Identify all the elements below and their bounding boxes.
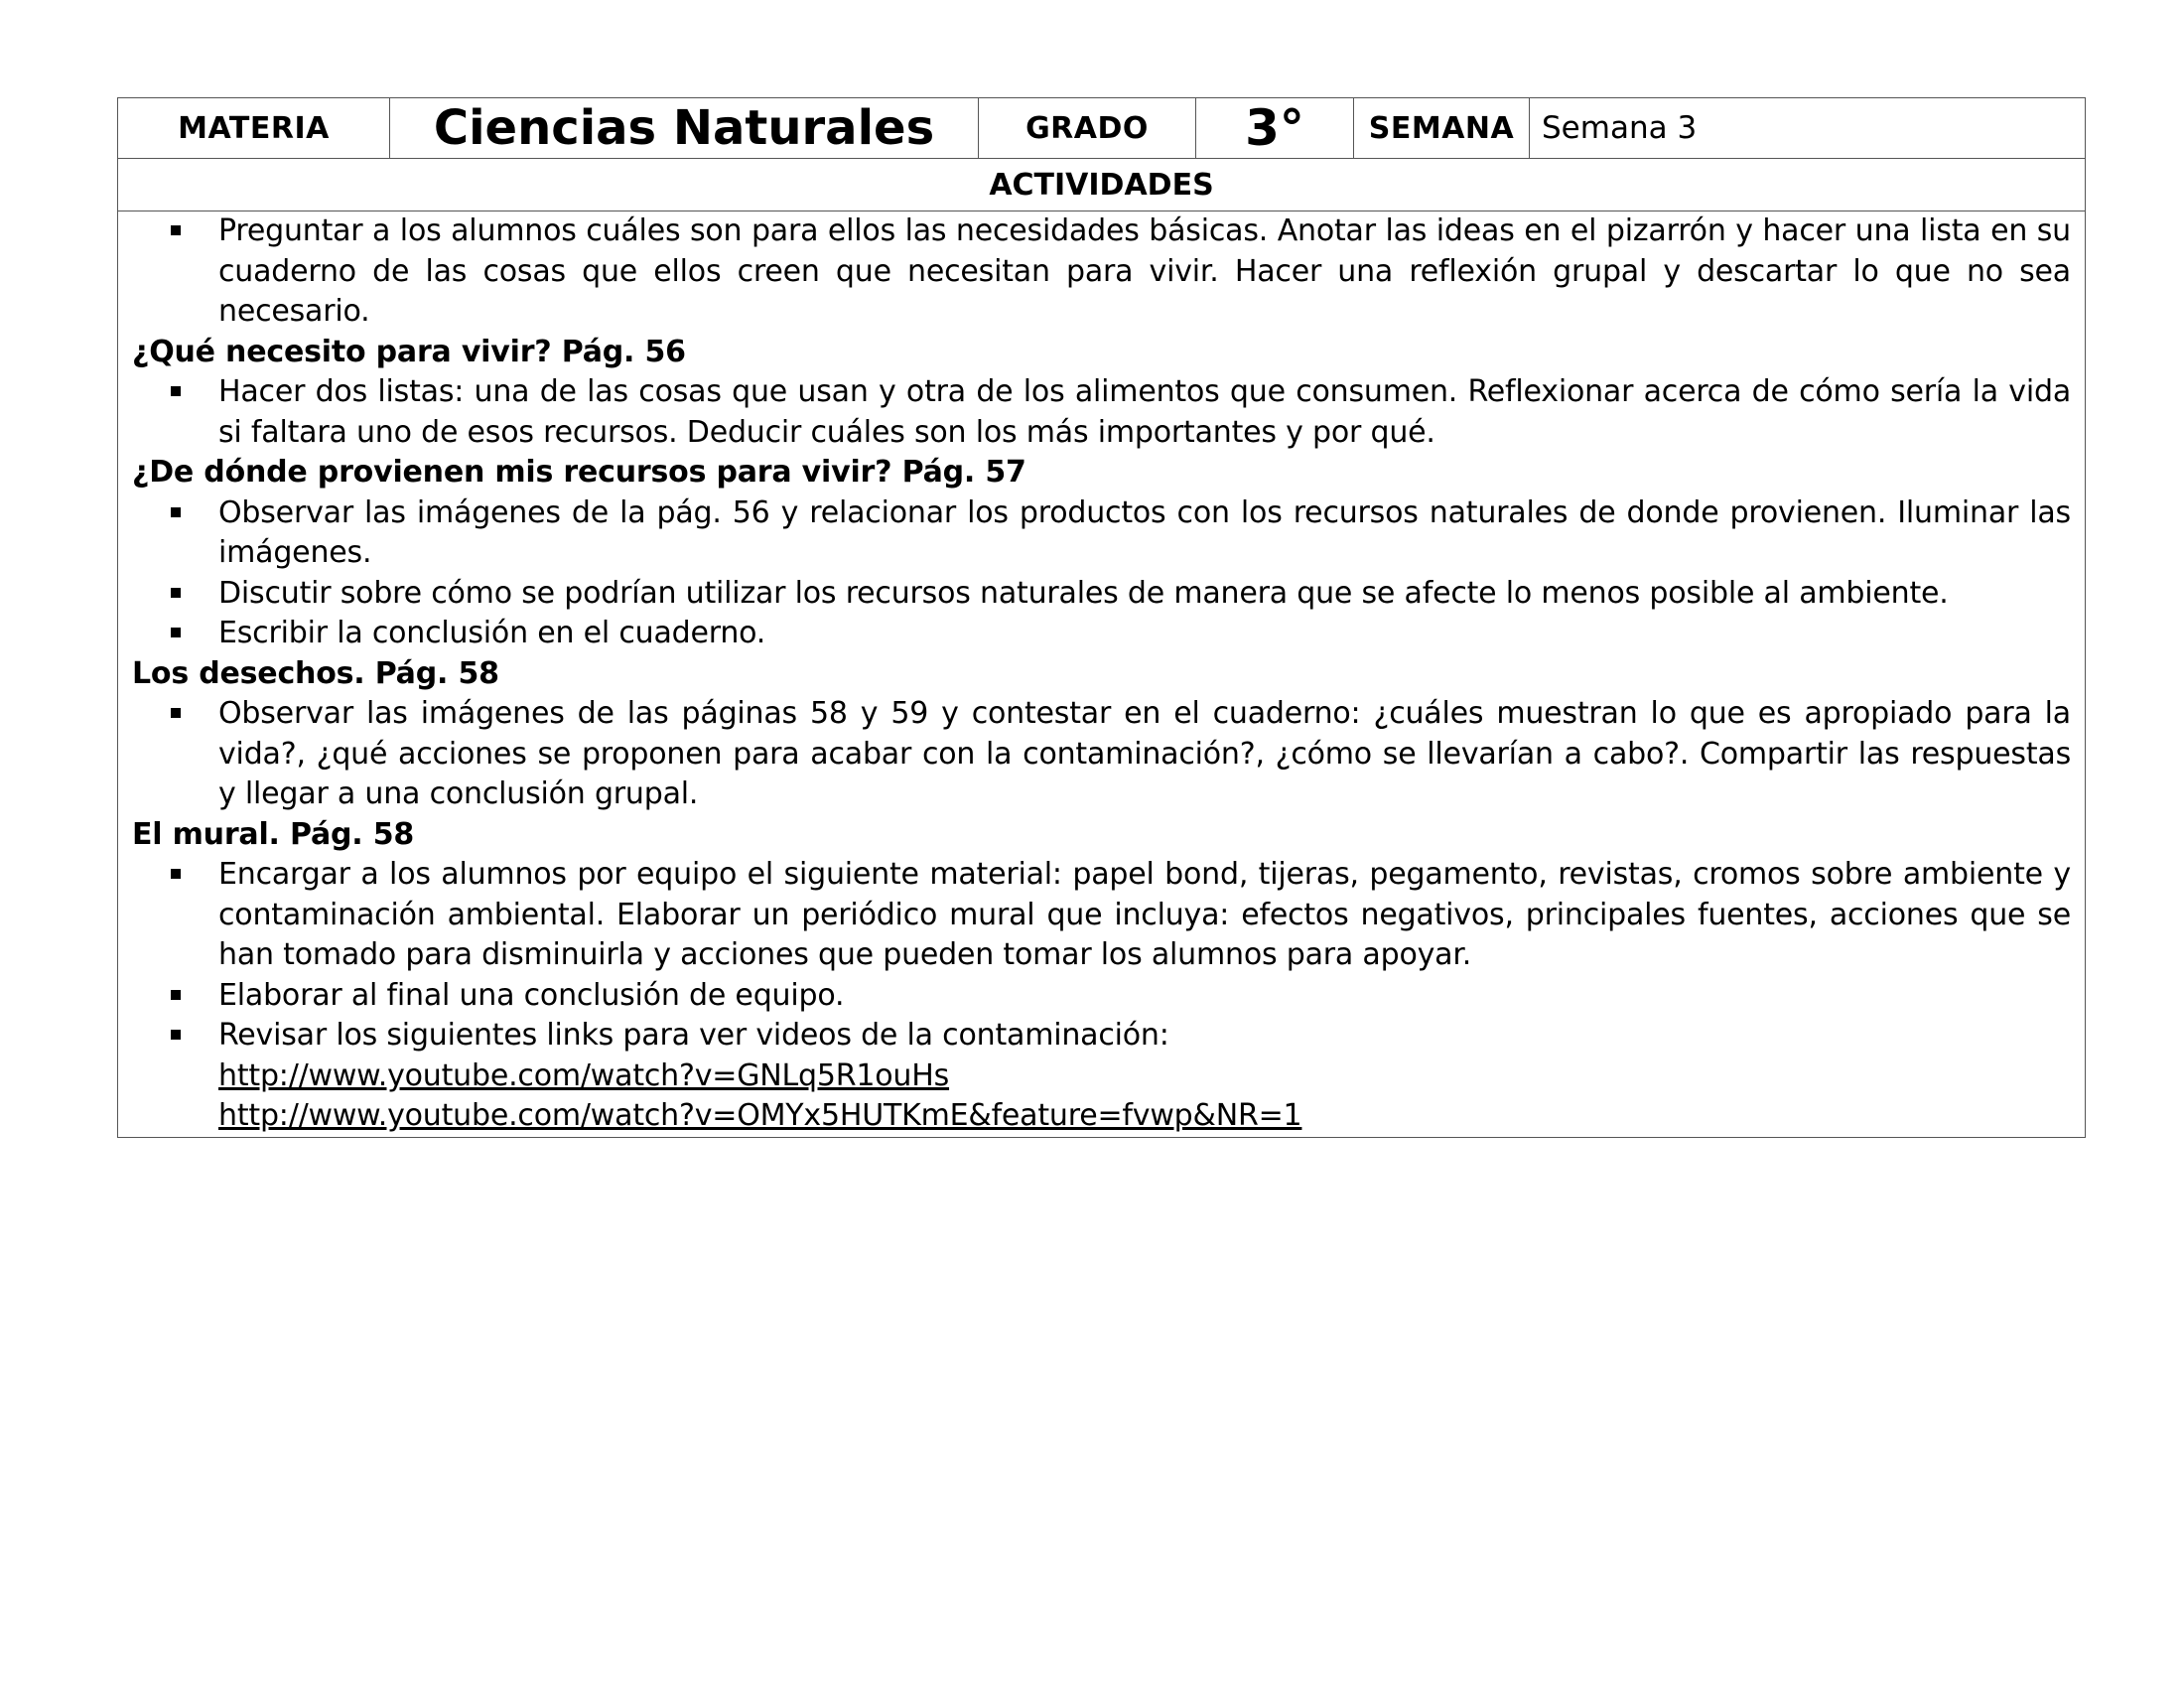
- section-heading: El mural. Pág. 58: [132, 816, 415, 852]
- video-link-2[interactable]: http://www.youtube.com/watch?v=OMYx5HUTKmE&feature=fvwp&NR=1: [218, 1098, 1302, 1133]
- bullet-square-icon: [171, 588, 181, 598]
- section-3-list: [132, 493, 2071, 654]
- activities-content: [132, 211, 2071, 1137]
- bullet-square-icon: [171, 869, 181, 879]
- header-row: [118, 98, 2086, 159]
- bullet-square-icon: [171, 225, 181, 235]
- section-heading: Los desechos. Pág. 58: [132, 655, 499, 691]
- video-link-1[interactable]: http://www.youtube.com/watch?v=GNLq5R1ouHs: [218, 1057, 950, 1093]
- bullet-square-icon: [171, 990, 181, 1000]
- list-item: Observar las imágenes de las páginas 58 y 59 y contestar en el cuaderno: ¿cuáles muestran lo que es apropiado para la vida?, ¿qué acciones se proponen para acabar con la contaminación?, ¿cómo se llevarían a cabo?. Compartir las respuestas y llegar a una conclusión grupal.: [218, 694, 2071, 815]
- section-heading: ¿Qué necesito para vivir? Pág. 56: [132, 334, 686, 369]
- activities-body-row: [118, 211, 2086, 1138]
- list-item: Revisar los siguientes links para ver videos de la contaminación: http://www.youtube.com/watch?v=GNLq5R1ouHs http://www.youtube.com/watch?v=OMYx5HUTKmE&feature=fvwp&NR=1: [218, 1016, 2071, 1137]
- list-item: Discutir sobre cómo se podrían utilizar los recursos naturales de manera que se afecte lo menos posible al ambiente.: [218, 574, 2071, 615]
- semana-label: SEMANA: [1354, 98, 1530, 159]
- section-2-list: [132, 372, 2071, 453]
- activities-title: ACTIVIDADES: [118, 159, 2086, 211]
- bullet-square-icon: [171, 507, 181, 517]
- list-item: Escribir la conclusión en el cuaderno.: [218, 614, 2071, 654]
- grado-label: GRADO: [979, 98, 1196, 159]
- lesson-plan-table: [117, 97, 2086, 1138]
- section-5-list: [132, 855, 2071, 1137]
- list-item: Elaborar al final una conclusión de equipo.: [218, 976, 2071, 1017]
- materia-value: Ciencias Naturales: [390, 98, 979, 159]
- section-heading: ¿De dónde provienen mis recursos para vivir? Pág. 57: [132, 455, 1026, 490]
- list-item: Observar las imágenes de la pág. 56 y relacionar los productos con los recursos naturales de donde provienen. Iluminar las imágenes.: [218, 493, 2071, 574]
- bullet-square-icon: [171, 1030, 181, 1040]
- list-item: Preguntar a los alumnos cuáles son para ellos las necesidades básicas. Anotar las ideas en el pizarrón y hacer una lista en su cuaderno de las cosas que ellos creen que necesitan para vivir. Hacer una reflexión grupal y descartar lo que no sea necesario.: [218, 211, 2071, 333]
- bullet-square-icon: [171, 628, 181, 637]
- grado-value: 3°: [1196, 98, 1354, 159]
- bullet-square-icon: [171, 708, 181, 718]
- section-1-list: [132, 211, 2071, 333]
- section-4-list: [132, 694, 2071, 815]
- list-item: Hacer dos listas: una de las cosas que usan y otra de los alimentos que consumen. Reflexionar acerca de cómo sería la vida si faltara uno de esos recursos. Deducir cuáles son los más importantes y por qué.: [218, 372, 2071, 453]
- materia-label: MATERIA: [118, 98, 390, 159]
- semana-value: Semana 3: [1530, 98, 2086, 159]
- activities-header-row: [118, 159, 2086, 211]
- bullet-square-icon: [171, 386, 181, 396]
- list-item: Encargar a los alumnos por equipo el siguiente material: papel bond, tijeras, pegamento, revistas, cromos sobre ambiente y contaminación ambiental. Elaborar un periódico mural que incluya: efectos negativos, principales fuentes, acciones que se han tomado para disminuirla y acciones que pueden tomar los alumnos para apoyar.: [218, 855, 2071, 976]
- activities-body: [118, 211, 2086, 1138]
